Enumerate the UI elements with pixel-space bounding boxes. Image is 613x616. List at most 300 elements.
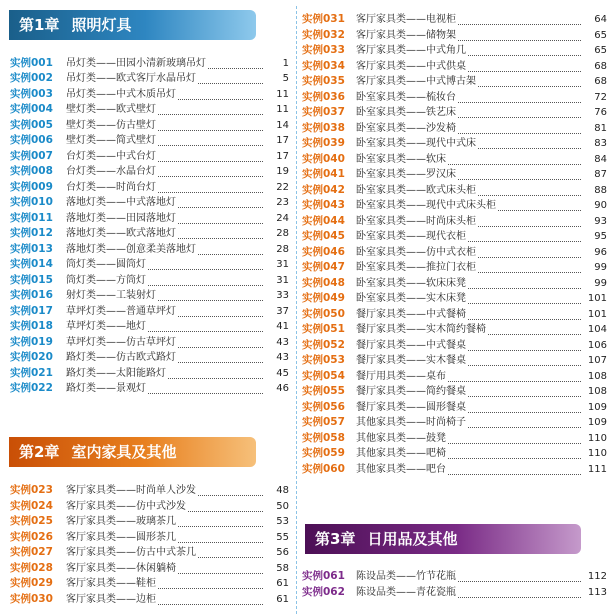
entry-page-number: 1 <box>282 57 289 69</box>
entry-title: 卧室家具类——仿中式衣柜 <box>356 246 476 258</box>
entry-page-number: 93 <box>594 215 607 227</box>
entry-title: 客厅家具类——仿古中式茶几 <box>66 547 196 558</box>
entry-title: 陈设品类——青花瓷瓶 <box>356 586 456 598</box>
dot-leader <box>478 256 581 258</box>
dot-leader <box>488 333 581 335</box>
toc-entry[interactable] <box>0 180 295 196</box>
chapter-3-list <box>300 569 613 600</box>
toc-entry[interactable] <box>0 319 295 335</box>
toc-entry[interactable] <box>0 257 295 273</box>
toc-entry[interactable] <box>300 183 613 199</box>
dot-leader <box>448 457 581 459</box>
toc-entry[interactable] <box>0 226 295 242</box>
dot-leader <box>148 330 263 332</box>
column-divider <box>296 6 297 614</box>
entry-label: 实例031 <box>302 13 345 25</box>
entry-label: 实例033 <box>302 44 345 56</box>
dot-leader <box>208 67 263 69</box>
entry-title: 卧室家具类——现代衣柜 <box>356 231 466 242</box>
entry-label: 实例043 <box>302 199 345 211</box>
toc-entry[interactable] <box>300 136 613 152</box>
toc-entry[interactable] <box>0 576 295 592</box>
entry-page-number: 23 <box>276 197 289 208</box>
entry-page-number: 104 <box>587 324 607 335</box>
entry-page-number: 37 <box>276 305 289 317</box>
toc-entry[interactable] <box>0 211 295 227</box>
entry-label: 实例014 <box>10 258 53 270</box>
dot-leader <box>178 346 263 348</box>
toc-entry[interactable] <box>300 12 613 28</box>
toc-entry[interactable] <box>0 242 295 258</box>
chapter-3-banner[interactable] <box>305 524 581 554</box>
entry-title: 卧室家具类——欧式床头柜 <box>356 184 476 196</box>
dot-leader <box>448 163 581 165</box>
entry-label: 实例058 <box>302 431 345 444</box>
dot-leader <box>148 392 263 394</box>
entry-label: 实例034 <box>302 59 345 72</box>
entry-title: 台灯类——中式台灯 <box>66 150 156 162</box>
dot-leader <box>178 572 263 574</box>
toc-entry[interactable] <box>0 350 295 366</box>
entry-page-number: 72 <box>594 91 607 103</box>
entry-label: 实例038 <box>302 121 345 134</box>
entry-label: 实例046 <box>302 245 345 258</box>
entry-page-number: 65 <box>594 29 607 41</box>
dot-leader <box>188 510 263 512</box>
entry-title: 餐厅用具类——桌布 <box>356 370 446 382</box>
entry-label: 实例011 <box>10 211 53 224</box>
entry-page-number: 53 <box>276 516 289 527</box>
dot-leader <box>458 116 581 118</box>
entry-title: 客厅家具类——储物架 <box>356 29 456 41</box>
entry-title: 卧室家具类——时尚床头柜 <box>356 215 476 227</box>
dot-leader <box>458 580 581 582</box>
toc-entry[interactable] <box>300 28 613 44</box>
toc-entry[interactable] <box>0 56 295 72</box>
entry-title: 吊灯类——欧式客厅水晶吊灯 <box>66 73 196 84</box>
entry-title: 吊灯类——中式木质吊灯 <box>66 88 176 100</box>
toc-entry[interactable] <box>300 198 613 214</box>
dot-leader <box>498 209 581 211</box>
entry-page-number: 28 <box>276 243 289 255</box>
entry-label: 实例019 <box>10 335 53 348</box>
dot-leader <box>198 494 263 496</box>
entry-label: 实例024 <box>10 499 53 512</box>
entry-label: 实例062 <box>302 585 345 598</box>
entry-page-number: 19 <box>276 166 289 177</box>
chapter-2-list-right <box>300 12 613 477</box>
entry-page-number: 50 <box>276 500 289 512</box>
dot-leader <box>158 603 263 605</box>
toc-entry[interactable] <box>0 514 295 530</box>
toc-entry[interactable] <box>300 105 613 121</box>
entry-title: 卧室家具类——罗汉床 <box>356 169 456 180</box>
toc-entry[interactable] <box>300 229 613 245</box>
entry-page-number: 48 <box>276 485 289 496</box>
toc-entry[interactable] <box>300 74 613 90</box>
entry-title: 客厅家具类——电视柜 <box>356 14 456 25</box>
toc-entry[interactable] <box>0 381 295 397</box>
toc-entry[interactable] <box>300 338 613 354</box>
toc-entry[interactable] <box>0 87 295 103</box>
dot-leader <box>178 361 263 363</box>
entry-title: 餐厅家具类——中式餐椅 <box>356 308 466 320</box>
entry-label: 实例027 <box>10 546 53 558</box>
entry-page-number: 95 <box>594 231 607 242</box>
entry-page-number: 28 <box>276 228 289 239</box>
entry-page-number: 87 <box>594 169 607 180</box>
chapter-1-number: 第1章 <box>19 16 60 34</box>
toc-entry[interactable] <box>300 245 613 261</box>
dot-leader <box>448 473 581 475</box>
entry-label: 实例037 <box>302 106 345 118</box>
entry-label: 实例053 <box>302 354 345 366</box>
dot-leader <box>458 596 581 598</box>
dot-leader <box>468 411 581 413</box>
toc-entry[interactable] <box>300 260 613 276</box>
entry-page-number: 31 <box>276 274 289 286</box>
entry-title: 其他家具类——时尚椅子 <box>356 417 466 428</box>
entry-title: 卧室家具类——现代中式床 <box>356 138 476 149</box>
entry-title: 餐厅家具类——实木餐桌 <box>356 355 466 366</box>
toc-entry[interactable] <box>300 214 613 230</box>
entry-page-number: 76 <box>594 107 607 118</box>
toc-entry[interactable] <box>0 71 295 87</box>
dot-leader <box>468 240 581 242</box>
entry-label: 实例026 <box>10 530 53 543</box>
entry-title: 客厅家具类——时尚单人沙发 <box>66 485 196 496</box>
entry-title: 客厅家具类——玻璃茶几 <box>66 516 176 527</box>
dot-leader <box>158 299 263 301</box>
dot-leader <box>478 194 581 196</box>
toc-entry[interactable] <box>300 59 613 75</box>
dot-leader <box>468 426 581 428</box>
entry-page-number: 43 <box>276 336 289 348</box>
entry-page-number: 101 <box>587 293 607 304</box>
entry-label: 实例001 <box>10 56 53 69</box>
entry-page-number: 11 <box>276 104 289 115</box>
entry-page-number: 64 <box>594 14 607 25</box>
toc-entry[interactable] <box>0 288 295 304</box>
entry-title: 餐厅家具类——简约餐桌 <box>356 386 466 397</box>
dot-leader <box>468 70 581 72</box>
entry-page-number: 106 <box>587 339 607 351</box>
entry-title: 路灯类——景观灯 <box>66 383 146 394</box>
toc-entry[interactable] <box>0 102 295 118</box>
entry-label: 实例049 <box>302 292 345 304</box>
entry-page-number: 90 <box>594 200 607 211</box>
entry-title: 壁灯类——欧式壁灯 <box>66 104 156 115</box>
entry-label: 实例016 <box>10 289 53 301</box>
entry-title: 草坪灯类——仿古草坪灯 <box>66 336 176 348</box>
toc-entry[interactable] <box>0 335 295 351</box>
toc-entry[interactable] <box>0 499 295 515</box>
toc-entry[interactable] <box>300 384 613 400</box>
entry-label: 实例020 <box>10 351 53 363</box>
entry-label: 实例015 <box>10 273 53 286</box>
toc-entry[interactable] <box>0 592 295 608</box>
toc-entry[interactable] <box>0 133 295 149</box>
toc-entry[interactable] <box>0 366 295 382</box>
toc-entry[interactable] <box>300 569 613 585</box>
dot-leader <box>148 284 263 286</box>
entry-label: 实例057 <box>302 416 345 428</box>
dot-leader <box>458 101 581 103</box>
entry-page-number: 65 <box>594 45 607 56</box>
entry-title: 吊灯类——田园小清新玻璃吊灯 <box>66 57 206 69</box>
toc-entry[interactable] <box>0 561 295 577</box>
entry-title: 射灯类——工装射灯 <box>66 290 156 301</box>
toc-entry[interactable] <box>300 43 613 59</box>
dot-leader <box>178 525 263 527</box>
toc-entry[interactable] <box>300 90 613 106</box>
entry-title: 草坪灯类——地灯 <box>66 321 146 332</box>
entry-title: 卧室家具类——实木床凳 <box>356 293 466 304</box>
entry-page-number: 99 <box>594 262 607 273</box>
entry-label: 实例013 <box>10 242 53 255</box>
toc-entry[interactable] <box>0 545 295 561</box>
entry-page-number: 58 <box>276 562 289 574</box>
entry-page-number: 101 <box>587 308 607 320</box>
toc-entry[interactable] <box>0 118 295 134</box>
chapter-2-number: 第2章 <box>19 443 60 461</box>
entry-title: 客厅家具类——仿中式沙发 <box>66 500 186 512</box>
entry-label: 实例054 <box>302 369 345 382</box>
entry-page-number: 24 <box>276 212 289 224</box>
entry-label: 实例059 <box>302 447 345 459</box>
dot-leader <box>178 237 263 239</box>
entry-page-number: 61 <box>276 578 289 589</box>
entry-page-number: 96 <box>594 246 607 258</box>
toc-entry[interactable] <box>300 307 613 323</box>
entry-page-number: 33 <box>276 290 289 301</box>
entry-label: 实例010 <box>10 196 53 208</box>
dot-leader <box>448 442 581 444</box>
entry-title: 壁灯类——简式壁灯 <box>66 135 156 146</box>
entry-label: 实例023 <box>10 484 53 496</box>
entry-label: 实例018 <box>10 320 53 332</box>
entry-label: 实例030 <box>10 592 53 605</box>
entry-page-number: 84 <box>594 153 607 165</box>
entry-title: 其他家具类——吧椅 <box>356 448 446 459</box>
dot-leader <box>468 318 581 320</box>
dot-leader <box>178 206 263 208</box>
entry-page-number: 112 <box>587 571 607 582</box>
entry-label: 实例012 <box>10 227 53 239</box>
toc-entry[interactable] <box>300 152 613 168</box>
chapter-1-title: 照明灯具 <box>71 16 132 34</box>
dot-leader <box>458 178 581 180</box>
chapter-1-banner[interactable] <box>9 10 256 40</box>
entry-page-number: 99 <box>594 277 607 289</box>
entry-page-number: 81 <box>594 122 607 134</box>
dot-leader <box>198 253 263 255</box>
entry-title: 客厅家具类——中式角几 <box>356 45 466 56</box>
entry-title: 其他家具类——吧台 <box>356 463 446 475</box>
entry-page-number: 109 <box>587 401 607 413</box>
dot-leader <box>198 556 263 558</box>
entry-page-number: 5 <box>282 73 289 84</box>
entry-label: 实例042 <box>302 183 345 196</box>
entry-page-number: 11 <box>276 88 289 100</box>
dot-leader <box>178 222 263 224</box>
entry-title: 客厅家具类——鞋柜 <box>66 578 156 589</box>
entry-label: 实例021 <box>10 366 53 379</box>
dot-leader <box>468 287 581 289</box>
entry-label: 实例032 <box>302 28 345 41</box>
entry-page-number: 68 <box>594 76 607 87</box>
dot-leader <box>478 147 581 149</box>
toc-entry[interactable] <box>300 446 613 462</box>
toc-entry[interactable] <box>0 149 295 165</box>
entry-page-number: 17 <box>276 135 289 146</box>
toc-entry[interactable] <box>300 369 613 385</box>
entry-title: 客厅家具类——圆形茶几 <box>66 531 176 543</box>
entry-title: 卧室家具类——梳妆台 <box>356 91 456 103</box>
entry-title: 落地灯类——中式落地灯 <box>66 197 176 208</box>
toc-entry[interactable] <box>0 304 295 320</box>
entry-page-number: 108 <box>587 386 607 397</box>
entry-page-number: 22 <box>276 181 289 193</box>
entry-label: 实例048 <box>302 276 345 289</box>
dot-leader <box>448 380 581 382</box>
entry-title: 餐厅家具类——实木简约餐椅 <box>356 324 486 335</box>
entry-title: 落地灯类——田园落地灯 <box>66 212 176 224</box>
entry-label: 实例028 <box>10 561 53 574</box>
entry-label: 实例061 <box>302 570 345 582</box>
entry-label: 实例006 <box>10 134 53 146</box>
entry-title: 台灯类——水晶台灯 <box>66 166 156 177</box>
entry-page-number: 111 <box>587 463 607 475</box>
entry-label: 实例025 <box>10 515 53 527</box>
entry-label: 实例041 <box>302 168 345 180</box>
entry-page-number: 43 <box>276 352 289 363</box>
entry-title: 草坪灯类——普通草坪灯 <box>66 305 176 317</box>
chapter-3-title: 日用品及其他 <box>367 530 458 548</box>
toc-entry[interactable] <box>300 353 613 369</box>
toc-entry[interactable] <box>300 121 613 137</box>
toc-entry[interactable] <box>0 483 295 499</box>
toc-entry[interactable] <box>300 585 613 601</box>
entry-title: 筒灯类——圆筒灯 <box>66 259 146 270</box>
toc-entry[interactable] <box>300 276 613 292</box>
entry-label: 实例051 <box>302 323 345 335</box>
entry-page-number: 68 <box>594 60 607 72</box>
entry-label: 实例040 <box>302 152 345 165</box>
toc-entry[interactable] <box>300 415 613 431</box>
entry-label: 实例004 <box>10 103 53 115</box>
entry-title: 餐厅家具类——中式餐桌 <box>356 339 466 351</box>
toc-entry[interactable] <box>300 167 613 183</box>
entry-label: 实例017 <box>10 304 53 317</box>
entry-page-number: 45 <box>276 367 289 379</box>
entry-title: 餐厅家具类——圆形餐桌 <box>356 401 466 413</box>
entry-page-number: 110 <box>587 432 607 444</box>
entry-title: 卧室家具类——铁艺床 <box>356 107 456 118</box>
entry-page-number: 31 <box>276 259 289 270</box>
entry-label: 实例008 <box>10 165 53 177</box>
entry-title: 台灯类——时尚台灯 <box>66 181 156 193</box>
entry-title: 路灯类——太阳能路灯 <box>66 367 166 379</box>
entry-page-number: 17 <box>276 150 289 162</box>
dot-leader <box>198 82 263 84</box>
entry-title: 落地灯类——创意柔美落地灯 <box>66 243 196 255</box>
dot-leader <box>468 364 581 366</box>
toc-entry[interactable] <box>0 195 295 211</box>
entry-label: 实例002 <box>10 72 53 84</box>
entry-label: 实例052 <box>302 338 345 351</box>
entry-title: 路灯类——仿古欧式路灯 <box>66 352 176 363</box>
toc-entry[interactable] <box>0 164 295 180</box>
dot-leader <box>468 302 581 304</box>
entry-page-number: 88 <box>594 184 607 196</box>
entry-title: 其他家具类——鼓凳 <box>356 432 446 444</box>
entry-title: 卧室家具类——现代中式床头柜 <box>356 200 496 211</box>
entry-label: 实例047 <box>302 261 345 273</box>
toc-entry[interactable] <box>300 322 613 338</box>
entry-label: 实例044 <box>302 214 345 227</box>
entry-title: 落地灯类——欧式落地灯 <box>66 228 176 239</box>
dot-leader <box>178 98 263 100</box>
entry-page-number: 109 <box>587 417 607 428</box>
dot-leader <box>158 144 263 146</box>
entry-page-number: 56 <box>276 547 289 558</box>
entry-page-number: 46 <box>276 383 289 394</box>
entry-title: 客厅家具类——中式博古架 <box>356 76 476 87</box>
toc-entry[interactable] <box>300 462 613 478</box>
chapter-2-banner[interactable] <box>9 437 256 467</box>
dot-leader <box>478 271 581 273</box>
entry-label: 实例045 <box>302 230 345 242</box>
chapter-1-list <box>0 56 295 397</box>
toc-entry[interactable] <box>300 291 613 307</box>
dot-leader <box>158 129 263 131</box>
entry-label: 实例036 <box>302 90 345 103</box>
dot-leader <box>158 587 263 589</box>
dot-leader <box>148 268 263 270</box>
dot-leader <box>468 349 581 351</box>
entry-title: 卧室家具类——推拉门衣柜 <box>356 262 476 273</box>
entry-title: 客厅家具类——中式供桌 <box>356 60 466 72</box>
dot-leader <box>178 315 263 317</box>
dot-leader <box>158 160 263 162</box>
toc-entry[interactable] <box>0 273 295 289</box>
entry-page-number: 41 <box>276 321 289 332</box>
toc-entry[interactable] <box>300 400 613 416</box>
dot-leader <box>468 395 581 397</box>
entry-title: 卧室家具类——软床床凳 <box>356 277 466 289</box>
toc-entry[interactable] <box>300 431 613 447</box>
entry-label: 实例005 <box>10 118 53 131</box>
entry-label: 实例009 <box>10 180 53 193</box>
chapter-2-title: 室内家具及其他 <box>71 443 177 461</box>
entry-label: 实例003 <box>10 87 53 100</box>
dot-leader <box>478 225 581 227</box>
entry-page-number: 83 <box>594 138 607 149</box>
dot-leader <box>178 541 263 543</box>
dot-leader <box>458 39 581 41</box>
toc-entry[interactable] <box>0 530 295 546</box>
dot-leader <box>478 85 581 87</box>
dot-leader <box>468 54 581 56</box>
entry-title: 卧室家具类——沙发椅 <box>356 122 456 134</box>
dot-leader <box>158 191 263 193</box>
entry-title: 陈设品类——竹节花瓶 <box>356 571 456 582</box>
entry-page-number: 113 <box>587 586 607 598</box>
dot-leader <box>158 175 263 177</box>
dot-leader <box>458 132 581 134</box>
entry-page-number: 110 <box>587 448 607 459</box>
